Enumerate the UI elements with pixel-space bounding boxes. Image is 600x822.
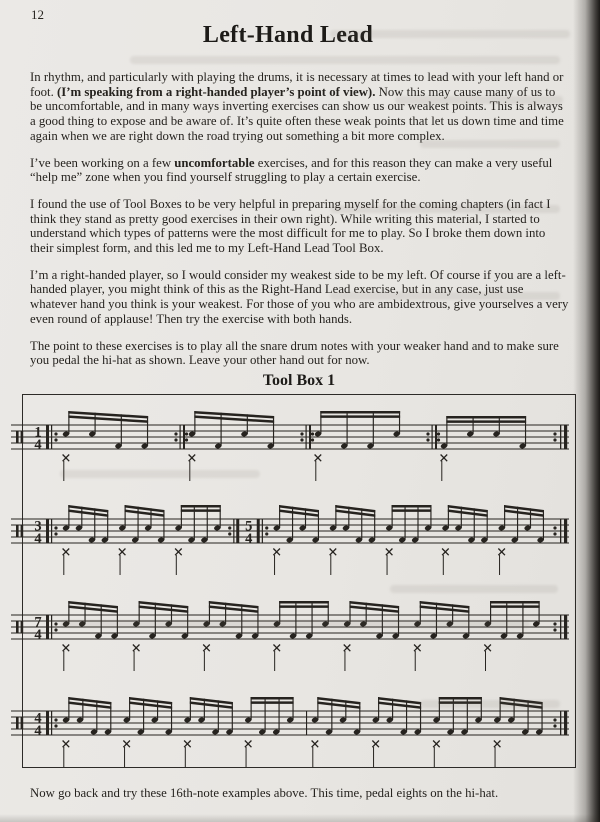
time-signature: 4 <box>34 626 42 643</box>
time-signature: 4 <box>34 530 42 547</box>
music-stave <box>11 593 573 677</box>
page-bleedthrough <box>130 56 560 64</box>
time-signature: 3 <box>34 518 42 535</box>
time-signature: 4 <box>34 722 42 739</box>
toolbox-title: Tool Box 1 <box>262 372 336 389</box>
paragraph <box>30 268 570 327</box>
paragraph <box>30 197 570 256</box>
time-signature: 5 <box>245 518 253 535</box>
paragraph <box>30 156 570 185</box>
paragraph <box>30 70 570 144</box>
time-signature: 1 <box>34 424 42 441</box>
text-run: In rhythm, and particularly with playing the drums, it is necessary at times to lead with your left hand or foot. <box>30 70 564 99</box>
percussion-clef-icon <box>16 717 19 729</box>
time-signature: 7 <box>34 614 42 631</box>
time-signature: 4 <box>34 436 42 453</box>
page-number: 12 <box>31 7 44 22</box>
percussion-clef-icon <box>16 621 19 633</box>
music-stave <box>11 497 573 581</box>
text-run: I’ve been working on a few <box>30 155 175 170</box>
text-run: I found the use of Tool Boxes to be very helpful in preparing myself for the coming chapters (in fact I think they stand as pretty good exercises in their own right). While writing this material, I started to understand which types of patterns were the most difficult for me to play. So I broke them down into their simplest form, and this led me to my Left-Hand Lead Tool Box. <box>30 196 551 256</box>
footer-instruction: Now go back and try these 16th-note examples above. This time, pedal eights on the hi-hat. <box>30 786 499 800</box>
paragraph <box>30 339 570 368</box>
toolbox-section <box>22 372 576 768</box>
scan-edge-shadow <box>573 0 600 822</box>
percussion-clef-icon <box>16 525 19 537</box>
notation-box <box>22 394 576 768</box>
emphasized-text: uncomfortable <box>174 155 255 170</box>
stave-row-2 <box>11 497 577 581</box>
music-stave <box>11 689 573 773</box>
text-run: Now this may cause many of us to be uncomfortable, and in many ways inverting exercises can show us our weakest points. This is always a good thing to expose and be aware of. It’s quite often these weak points that let us down time and time again when we are right down the road trying out something a bit more complex. <box>30 84 564 143</box>
text-run: The point to these exercises is to play all the snare drum notes with your weaker hand and to make sure you pedal the hi-hat as shown. Leave your other hand out for now. <box>30 338 559 368</box>
emphasized-text: (I’m speaking from a right-handed player’s point of view). <box>57 84 376 99</box>
stave-row-4 <box>11 689 577 773</box>
stave-row-3 <box>11 593 577 677</box>
stave-row-1 <box>11 403 577 487</box>
time-signature: 4 <box>34 710 42 727</box>
music-stave <box>11 403 573 487</box>
percussion-clef-icon <box>16 431 19 443</box>
page-title: Left-Hand Lead <box>202 22 374 48</box>
text-run: I’m a right-handed player, so I would consider my weakest side to be my left. Of course if you are a left-handed player, you might think of this as the Right-Hand Lead exercise, but in any case, just use whatever hand you think is your weakest. For those of you who are ambidextrous, give yourselves a very even round of applause! Then try the exercise with both hands. <box>30 267 569 326</box>
body-text <box>30 70 570 380</box>
time-signature: 4 <box>245 530 253 547</box>
text-run: exercises, and for this reason they can make a very useful “help me” zone when you find yourself struggling to play a certain exercise. <box>30 155 553 185</box>
scan-bottom-shadow <box>0 814 600 822</box>
